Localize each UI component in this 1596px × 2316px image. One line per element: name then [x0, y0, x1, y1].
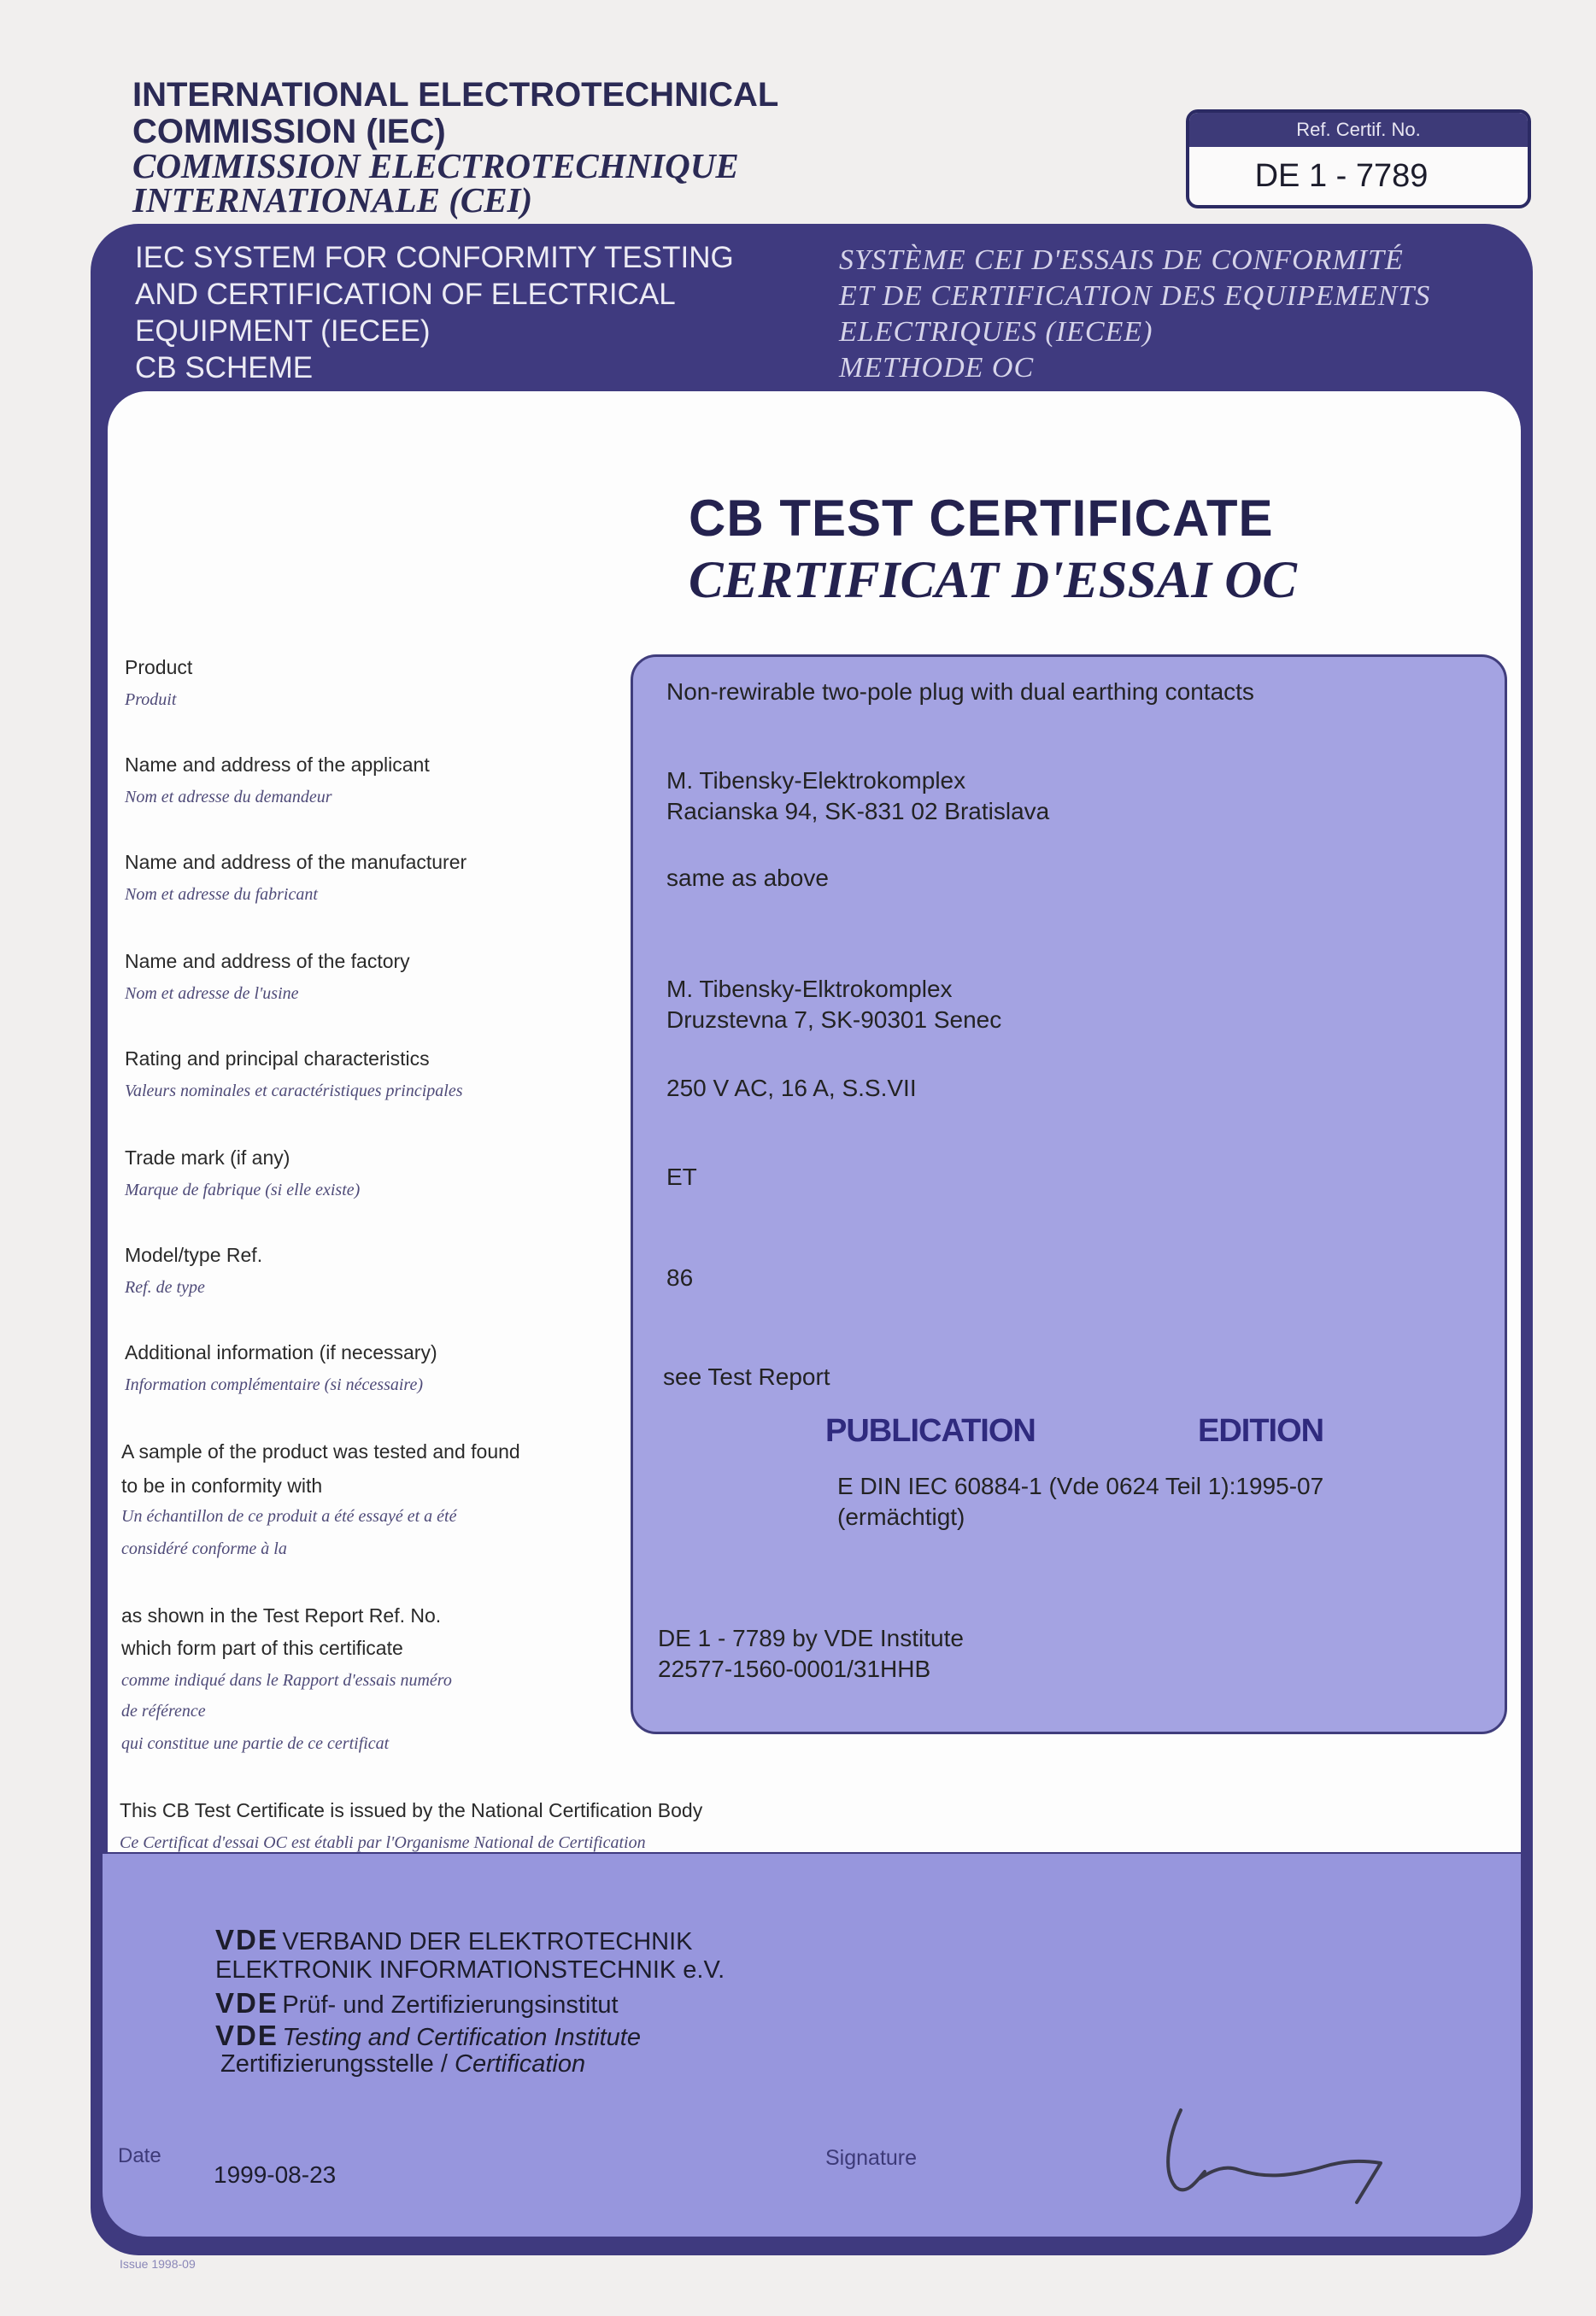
vde-line1 — [215, 1924, 693, 1956]
report-label-fr-line3: qui constitue une partie de ce certificat — [121, 1734, 390, 1753]
org-name-en-line2: COMMISSION (IEC) — [132, 113, 446, 150]
vde-name-line2: ELEKTRONIK INFORMATIONSTECHNIK e.V. — [215, 1956, 725, 1984]
vde-institute-en: Testing and Certification Institute — [282, 2024, 641, 2051]
manufacturer-value: same as above — [666, 865, 829, 891]
report-label-fr-line2: de référence — [121, 1702, 206, 1721]
certificate-title-fr: CERTIFICAT D'ESSAI OC — [689, 552, 1297, 609]
vde-logo: VDE — [215, 1924, 279, 1955]
vde-line3 — [215, 1987, 619, 2020]
rating-label-fr: Valeurs nominales et caractéristiques principales — [125, 1082, 463, 1100]
report-value-line2: 22577-1560-0001/31HHB — [658, 1656, 931, 1682]
issued-by-fr: Ce Certificat d'essai OC est établi par l'Organisme National de Certification — [120, 1833, 646, 1852]
system-en-line4: CB SCHEME — [135, 351, 314, 384]
org-name-fr-line2: INTERNATIONALE (CEI) — [132, 180, 533, 220]
applicant-label: Name and address of the applicant — [125, 753, 430, 776]
factory-value-line2: Druzstevna 7, SK-90301 Senec — [666, 1006, 1002, 1033]
vde-name-line1: VERBAND DER ELEKTROTECHNIK — [282, 1928, 693, 1955]
report-value-line1: DE 1 - 7789 by VDE Institute — [658, 1625, 964, 1651]
vde-line5 — [220, 2050, 585, 2079]
product-label-fr: Produit — [125, 690, 177, 709]
sample-label-line2: to be in conformity with — [121, 1475, 323, 1497]
signature-mark-icon — [1145, 2093, 1401, 2213]
org-name-en-line1: INTERNATIONAL ELECTROTECHNICAL — [132, 76, 779, 114]
model-label-fr: Ref. de type — [125, 1278, 205, 1297]
vde-line4 — [215, 2020, 641, 2052]
sample-label-fr-line1: Un échantillon de ce produit a été essayé et a été — [121, 1507, 457, 1526]
system-title-en — [135, 239, 734, 386]
system-en-line2: AND CERTIFICATION OF ELECTRICAL — [135, 278, 676, 311]
vde-certification-de: Zertifizierungsstelle / — [220, 2050, 455, 2078]
model-label: Model/type Ref. — [125, 1244, 263, 1266]
sample-label-fr-line2: considéré conforme à la — [121, 1539, 287, 1558]
rating-value: 250 V AC, 16 A, S.S.VII — [666, 1075, 917, 1101]
additional-info-label: Additional information (if necessary) — [125, 1341, 437, 1363]
system-title-fr — [839, 243, 1430, 386]
date-label: Date — [118, 2144, 161, 2167]
trademark-label: Trade mark (if any) — [125, 1146, 290, 1169]
factory-label-fr: Nom et adresse de l'usine — [125, 984, 299, 1003]
additional-info-label-fr: Information complémentaire (si nécessaire) — [125, 1375, 423, 1394]
additional-info-value: see Test Report — [663, 1363, 830, 1390]
model-value: 86 — [666, 1264, 694, 1291]
vde-logo-2: VDE — [215, 1987, 279, 2019]
product-value: Non-rewirable two-pole plug with dual earthing contacts — [666, 678, 1254, 705]
system-en-line3: EQUIPMENT (IECEE) — [135, 314, 431, 348]
manufacturer-label-fr: Nom et adresse du fabricant — [125, 885, 318, 904]
system-fr-line3: ELECTRIQUES (IECEE) — [839, 316, 1153, 348]
product-label: Product — [125, 656, 193, 678]
sample-label-line1: A sample of the product was tested and found — [121, 1440, 520, 1463]
publication-heading: PUBLICATION — [825, 1413, 1036, 1449]
certificate-title-en: CB TEST CERTIFICATE — [689, 490, 1274, 547]
factory-label: Name and address of the factory — [125, 950, 410, 972]
date-value: 1999-08-23 — [214, 2161, 337, 2188]
trademark-value: ET — [666, 1164, 697, 1190]
signature-label: Signature — [825, 2146, 918, 2170]
issued-by-en: This CB Test Certificate is issued by the National Certification Body — [120, 1799, 703, 1821]
rating-label: Rating and principal characteristics — [125, 1047, 430, 1070]
report-label-line1: as shown in the Test Report Ref. No. — [121, 1604, 442, 1627]
applicant-value-line1: M. Tibensky-Elektrokomplex — [666, 767, 966, 794]
ref-certif-box — [1186, 109, 1531, 208]
system-fr-line4: METHODE OC — [839, 352, 1035, 384]
report-label-fr-line1: comme indiqué dans le Rapport d'essais numéro — [121, 1671, 452, 1690]
publication-value-line2: (ermächtigt) — [837, 1504, 965, 1530]
vde-certification-en: Certification — [455, 2050, 586, 2078]
ref-certif-label: Ref. Certif. No. — [1189, 113, 1528, 147]
system-en-line1: IEC SYSTEM FOR CONFORMITY TESTING — [135, 241, 734, 274]
edition-heading: EDITION — [1198, 1413, 1324, 1449]
system-fr-line2: ET DE CERTIFICATION DES EQUIPEMENTS — [839, 280, 1431, 312]
issue-note: Issue 1998-09 — [120, 2257, 196, 2271]
trademark-label-fr: Marque de fabrique (si elle existe) — [125, 1181, 361, 1199]
publication-value-line1: E DIN IEC 60884-1 (Vde 0624 Teil 1):1995-07 — [837, 1473, 1324, 1499]
system-fr-line1: SYSTÈME CEI D'ESSAIS DE CONFORMITÉ — [839, 244, 1404, 276]
vde-institute-de: Prüf- und Zertifizierungsinstitut — [282, 1991, 619, 2019]
manufacturer-label: Name and address of the manufacturer — [125, 851, 467, 873]
applicant-label-fr: Nom et adresse du demandeur — [125, 788, 332, 806]
ref-certif-number: DE 1 - 7789 — [1254, 158, 1429, 194]
applicant-value-line2: Racianska 94, SK-831 02 Bratislava — [666, 798, 1050, 824]
report-label-line2: which form part of this certificate — [121, 1637, 403, 1659]
org-name-fr-line1: COMMISSION ELECTROTECHNIQUE — [132, 146, 739, 185]
factory-value-line1: M. Tibensky-Elktrokomplex — [666, 976, 953, 1002]
vde-logo-3: VDE — [215, 2020, 279, 2051]
